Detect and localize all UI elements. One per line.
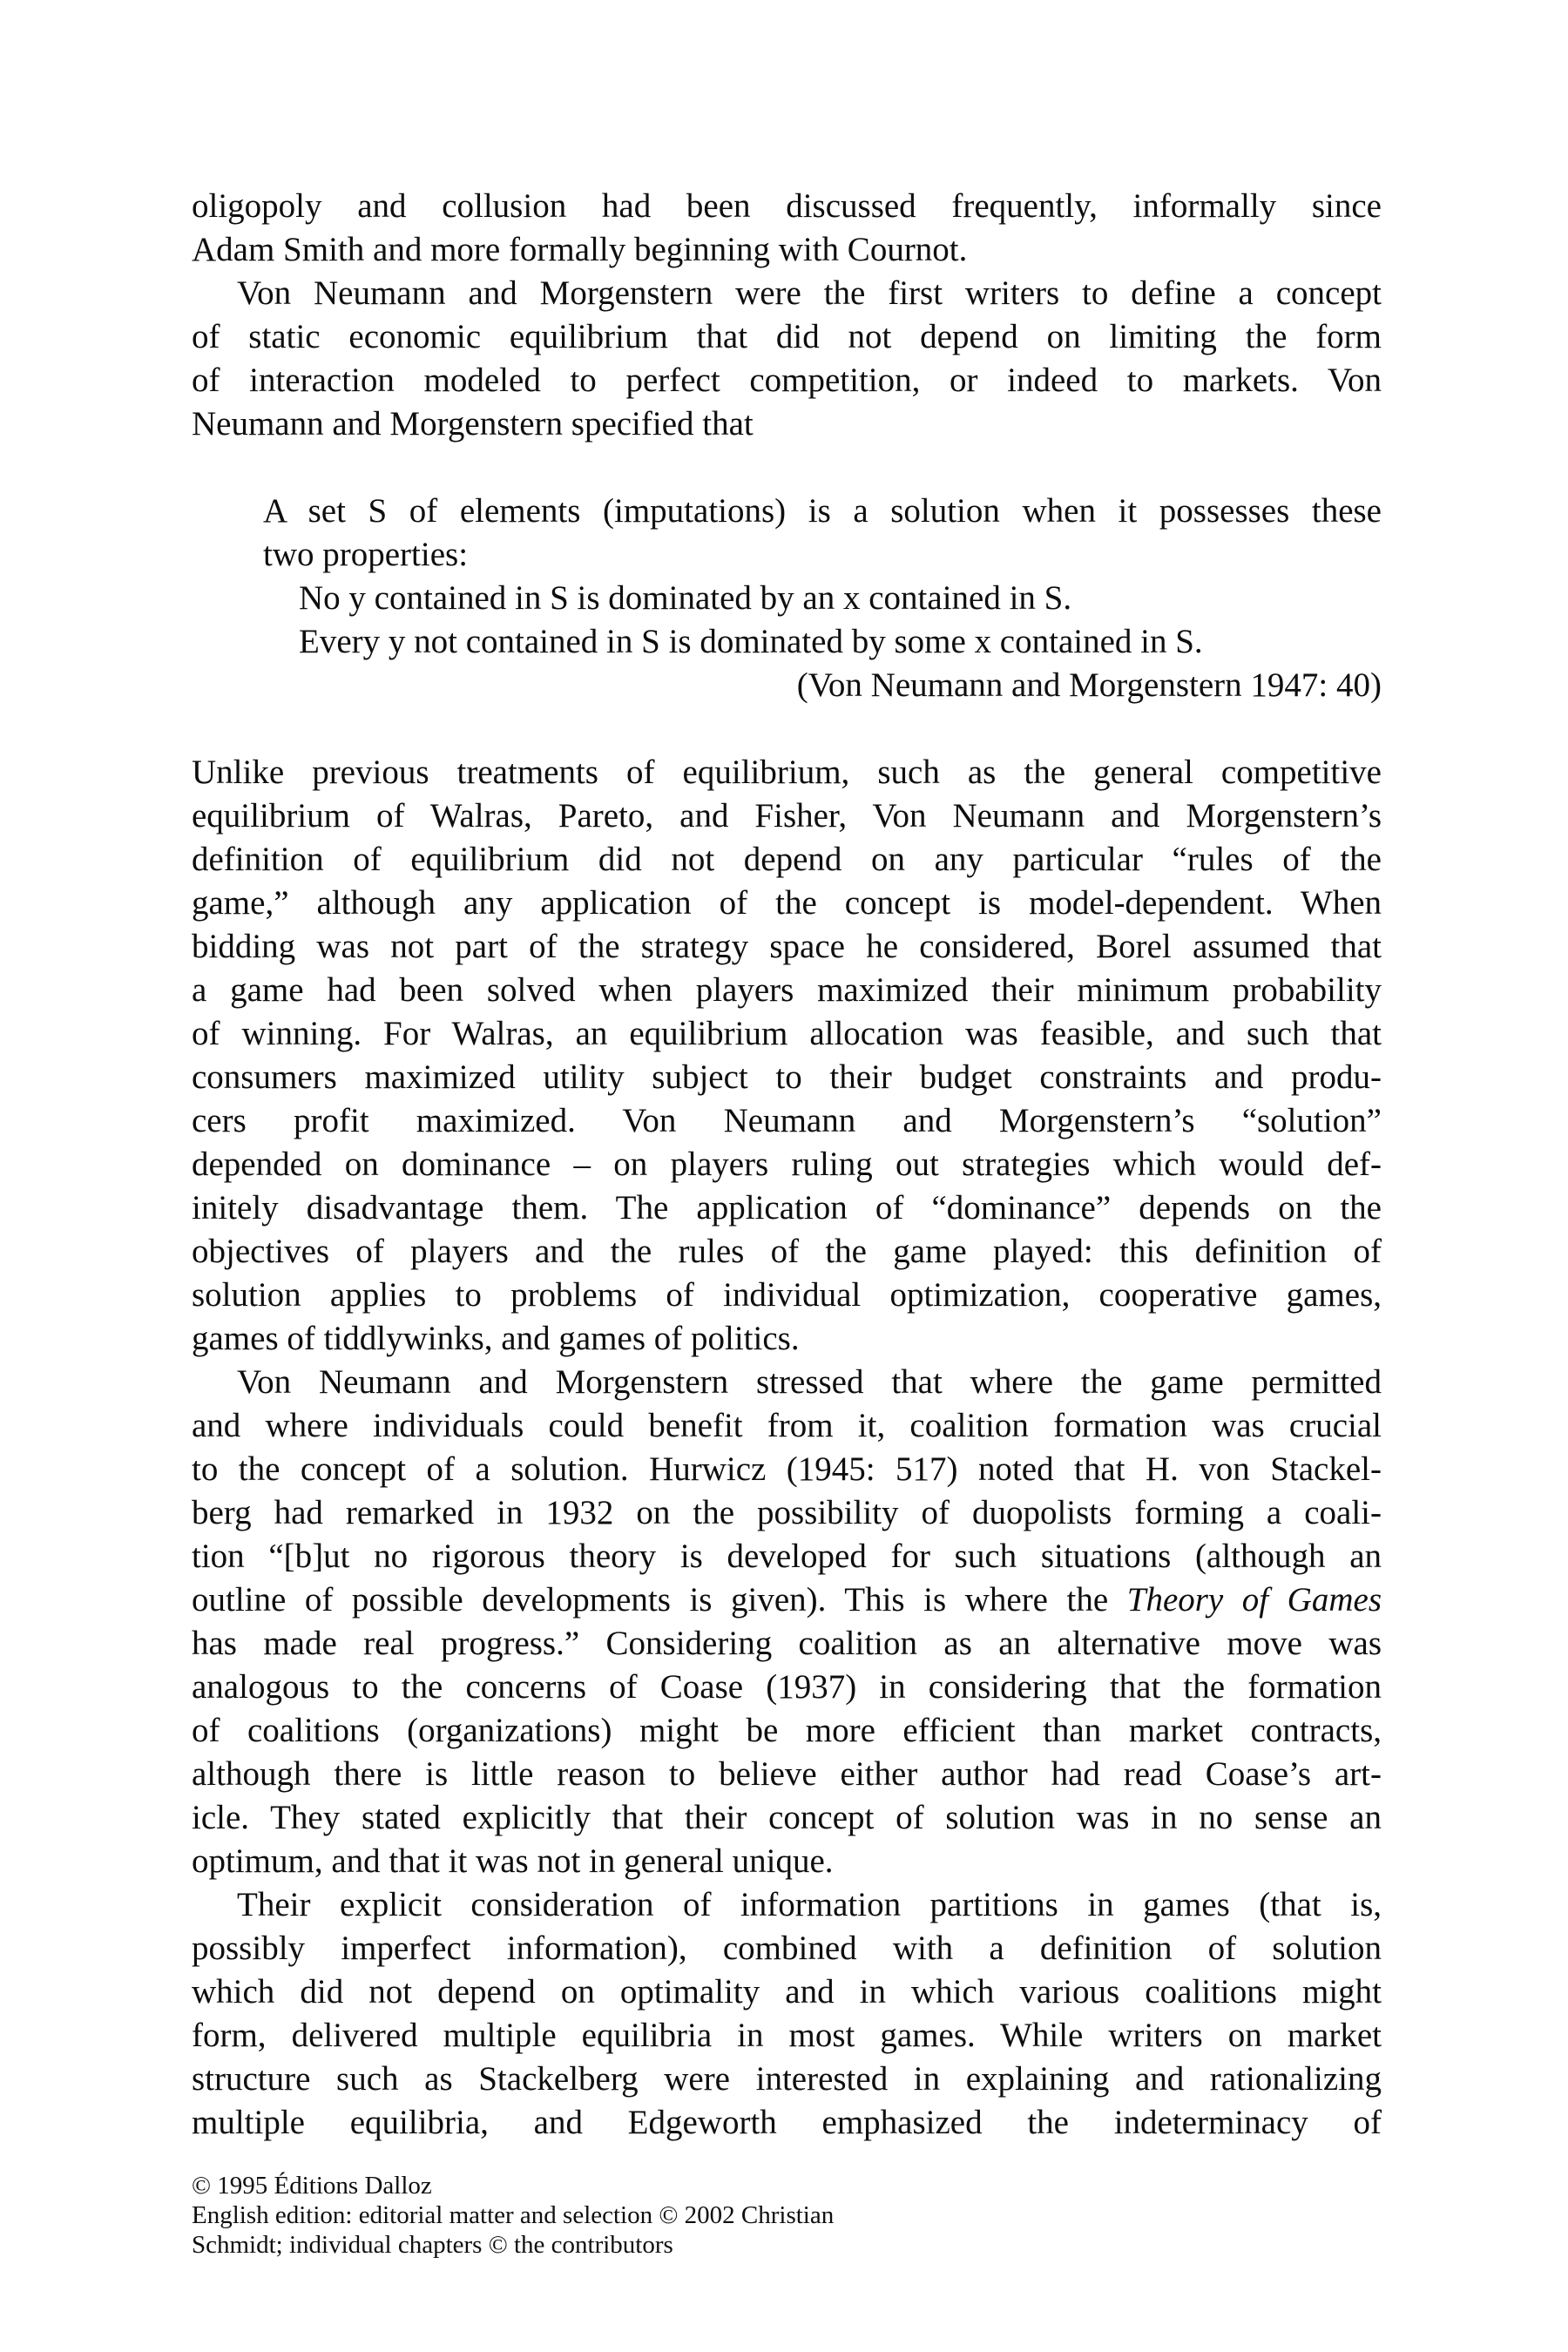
text-run: Unlike previous treatments of equilibrium, such as the general competitive (192, 754, 1382, 791)
text-line (192, 1361, 1382, 1404)
text-line (192, 751, 1382, 794)
text-run: objectives of players and the rules of the game played: this definition of (192, 1233, 1382, 1270)
text-run: Von Neumann and Morgenstern were the first writers to define a concept (237, 274, 1382, 312)
text-line (263, 533, 1382, 577)
text-line (192, 2058, 1382, 2101)
text-run: structure such as Stackelberg were interested in explaining and rationalizing (192, 2060, 1382, 2098)
text-line (192, 1012, 1382, 1056)
text-run: depended on dominance – on players ruling out strategies which would def- (192, 1146, 1382, 1183)
text-run: of winning. For Walras, an equilibrium allocation was feasible, and such that (192, 1015, 1382, 1052)
text-line (192, 2014, 1382, 2058)
text-line (192, 359, 1382, 402)
text-line (192, 1404, 1382, 1448)
text-line (192, 1709, 1382, 1753)
text-run: game,” although any application of the concept is model-dependent. When (192, 884, 1382, 922)
footer-line: © 1995 Éditions Dalloz (192, 2172, 432, 2200)
text-run: tion “[b]ut no rigorous theory is developed for such situations (although an (192, 1538, 1382, 1575)
text-run: Neumann and Morgenstern specified that (192, 405, 754, 443)
paragraph-von-neumann-concept (192, 272, 1382, 446)
text-line (192, 1491, 1382, 1535)
text-line (192, 838, 1382, 882)
text-line (192, 272, 1382, 315)
text-run: bidding was not part of the strategy space he considered, Borel assumed that (192, 928, 1382, 965)
text-run: A set S of elements (imputations) is a solution when it possesses these (263, 492, 1382, 530)
text-line (192, 1753, 1382, 1796)
paragraph-unlike-previous (192, 751, 1382, 1361)
italic-text: Theory of Games (1126, 1581, 1382, 1619)
text-run: to the concept of a solution. Hurwicz (1945: 517) noted that H. von Stackel- (192, 1450, 1382, 1488)
text-run: two properties: (263, 536, 469, 573)
paragraph-coalition-formation (192, 1361, 1382, 1883)
text-line (192, 794, 1382, 838)
text-line (263, 490, 1382, 533)
text-run: form, delivered multiple equilibria in most games. While writers on market (192, 2017, 1382, 2054)
text-line (192, 315, 1382, 359)
text-run: and where individuals could benefit from it, coalition formation was crucial (192, 1407, 1382, 1444)
text-run: a game had been solved when players maximized their minimum probability (192, 971, 1382, 1009)
text-line (192, 1274, 1382, 1317)
text-run: Every y not contained in S is dominated by some x contained in S. (299, 623, 1203, 660)
copyright-footer (192, 2171, 1382, 2260)
text-line (192, 1056, 1382, 1099)
text-run: equilibrium of Walras, Pareto, and Fisher, Von Neumann and Morgenstern’s (192, 797, 1382, 835)
block-quote-lines (263, 490, 1382, 664)
text-run: solution applies to problems of individual optimization, cooperative games, (192, 1276, 1382, 1314)
text-run: cers profit maximized. Von Neumann and Morgenstern’s “solution” (192, 1102, 1382, 1139)
text-line (192, 969, 1382, 1012)
text-line (263, 577, 1382, 620)
text-run: games of tiddlywinks, and games of politics. (192, 1320, 800, 1357)
paragraph-information-partitions (192, 1883, 1382, 2145)
text-run: possibly imperfect information), combined with a definition of solution (192, 1930, 1382, 1967)
text-line (192, 1666, 1382, 1709)
text-run: Adam Smith and more formally beginning with Cournot. (192, 231, 968, 268)
text-run: Their explicit consideration of information partitions in games (that is, (237, 1886, 1382, 1923)
text-line (192, 1840, 1382, 1883)
text-run: oligopoly and collusion had been discussed frequently, informally since (192, 187, 1382, 225)
text-line (192, 1883, 1382, 1927)
text-run: of interaction modeled to perfect competition, or indeed to markets. Von (192, 362, 1382, 399)
text-line (192, 2101, 1382, 2145)
text-run: outline of possible developments is given). This is where the (192, 1581, 1127, 1619)
text-run: consumers maximized utility subject to their budget constraints and produ- (192, 1058, 1382, 1096)
text-line (192, 228, 1382, 272)
paragraph-continuation (192, 185, 1382, 272)
text-line (192, 1143, 1382, 1186)
text-line (192, 1927, 1382, 1970)
text-run: multiple equilibria, and Edgeworth emphasized the indeterminacy of (192, 2104, 1382, 2141)
text-line (192, 1186, 1382, 1230)
text-run: although there is little reason to believe either author had read Coase’s art- (192, 1755, 1382, 1793)
text-run: initely disadvantage them. The application of “dominance” depends on the (192, 1189, 1382, 1227)
text-block (192, 185, 1382, 2145)
text-line (192, 1448, 1382, 1491)
footer-line: Schmidt; individual chapters © the contributors (192, 2231, 673, 2259)
text-run: definition of equilibrium did not depend on any particular “rules of the (192, 841, 1382, 878)
text-line (192, 1622, 1382, 1666)
text-line (192, 1535, 1382, 1578)
block-quote (263, 490, 1382, 707)
quote-attribution: (Von Neumann and Morgenstern 1947: 40) (796, 666, 1382, 704)
text-line (192, 1578, 1382, 1622)
text-line (192, 402, 1382, 446)
text-line (192, 882, 1382, 925)
footer-line: English edition: editorial matter and selection © 2002 Christian (192, 2201, 835, 2229)
text-line (192, 185, 1382, 228)
text-line (192, 925, 1382, 969)
text-line (263, 620, 1382, 664)
text-line (192, 1099, 1382, 1143)
text-run: optimum, and that it was not in general unique. (192, 1842, 834, 1880)
text-line (192, 1796, 1382, 1840)
text-run: berg had remarked in 1932 on the possibility of duopolists forming a coali- (192, 1494, 1382, 1531)
text-run: No y contained in S is dominated by an x contained in S. (299, 579, 1072, 617)
text-run: of static economic equilibrium that did not depend on limiting the form (192, 318, 1382, 355)
text-line (192, 1230, 1382, 1274)
text-run: Von Neumann and Morgenstern stressed that where the game permitted (237, 1363, 1382, 1401)
text-run: analogous to the concerns of Coase (1937) in considering that the formation (192, 1668, 1382, 1706)
text-run: has made real progress.” Considering coalition as an alternative move was (192, 1625, 1382, 1662)
text-run: which did not depend on optimality and in which various coalitions might (192, 1973, 1382, 2011)
text-run: of coalitions (organizations) might be more efficient than market contracts, (192, 1712, 1382, 1749)
text-line (192, 1970, 1382, 2014)
text-run: icle. They stated explicitly that their concept of solution was in no sense an (192, 1799, 1382, 1836)
text-line (192, 1317, 1382, 1361)
